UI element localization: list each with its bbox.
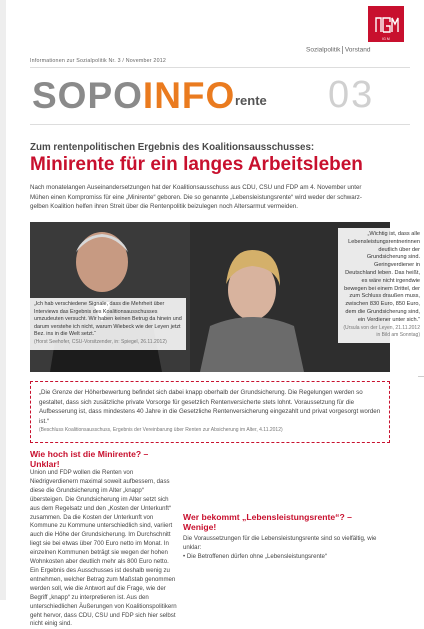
article-intro: Nach monatelangen Auseinandersetzungen hat der Koalitionsausschuss aus CDU, CSU und FDP am 4. November unter Mühen einen Kompromiss für eine „Minirente“ geboren. Die so genannte „Lebensleistungsrente“ wird weder der schwarz-gelben Koalition helfen ihren Streit über die Rentenpolitik beizulegen noch Altersarmut vermeiden. (30, 184, 362, 211)
column-left (30, 449, 178, 628)
header-rule-top (30, 67, 410, 68)
department-label: Sozialpolitik (306, 46, 341, 54)
margin-marker (418, 376, 424, 377)
photo-quote-left-text: „Ich hab verschiedene Signale, dass die Mehrheit über Interviews das Ergebnis des Koalitionsausschusses umzudeuten versucht. Wir haben keinen Betrug da hinein und darum verstehe ich nicht, warum Wiebeck wie der Leyen jetzt Bez. ins in die Welt setzt.“ (34, 301, 182, 338)
unit-label: Vorstand (344, 46, 371, 54)
igm-logo-icon (368, 6, 404, 42)
section2-heading: Wer bekommt „Lebensleistungsrente“? – Wenige! (183, 512, 352, 532)
section1-body: Union und FDP wollen die Renten von Niedrigverdienern maximal soweit aufbessern, dass diese die Grundsicherung im Alter „knapp“ übersteigen. Die Grundsicherung im Alter setzt sich aus dem Regelsatz und den „Kosten der Unterkunft“ zusammen. Da die Kosten der Unterkunft von Kommune zu Kommune unterschiedlich sind, variiert auch die Höhe der Grundsicherung. Im Durchschnitt liegt sie bei etwas über 700 Euro netto im Monat. In einzelnen Kommunen beträgt sie wegen der hohen Wohnkosten aber deutlich mehr als 800 Euro netto. Ein Ergebnis des Ausschusses ist deshalb wenig zu entnehmen, welcher Betrag zum Maßstab genommen werden soll, wie die Antwort auf die Frage, wie der Begriff „knapp“ zu interpretieren ist. Aus den unterschiedlichen Äußerungen von Koalitionspolitikern geht hervor, dass CDU, CSU und FDP sich hier selbst nicht einig sind. (30, 469, 177, 628)
photo-quote-left-source: (Horst Seehofer, CSU-Vorsitzender, in: Spiegel, 26.11.2012) (34, 338, 167, 345)
masthead-title-part2: INFO (142, 75, 236, 116)
masthead-title (32, 76, 235, 116)
article-headline: Minirente für ein langes Arbeitsleben (30, 154, 363, 175)
logo-subtitle (306, 46, 371, 55)
logo-lettering: IG M (382, 37, 390, 41)
header-rule-bottom (30, 124, 410, 125)
issue-number: 03 (328, 74, 375, 116)
section1-heading: Wie hoch ist die Minirente? – Unklar! (30, 449, 149, 469)
photo-quote-right-source: (Ursula von der Leyen, 21.11.2012 in Bild am Sonntag) (343, 324, 420, 339)
section2-bullet: • Die Betroffenen dürfen ohne „Lebensleistungsrente“ (183, 552, 327, 560)
photo-quote-left (30, 298, 186, 350)
info-line: Informationen zur Sozialpolitik Nr. 3 / November 2012 (30, 58, 167, 64)
callout-box (30, 381, 390, 443)
photo-quote-right-text: „Wichtig ist, dass alle Lebensleistungsrentnerinnen deutlich über der Grundsicherung sind. Geringverdiener in Deutschland leben. Das heißt, es wäre nicht irgendwie bewegen bei einem Drittel, der zum Schluss draußen muss, zwischen 830 Euro, 850 Euro, dem die Grundsicherung sind, ein Verdiener unter sich.“ (344, 231, 420, 323)
column-right (183, 452, 383, 562)
callout-text: „Die Grenze der Höherbewertung befindet sich dabei knapp oberhalb der Grundsicherung. Die Regelungen werden so gestaltet, dass sich zusätzliche private Vorsorge für gesetzlich Rentenversicherte stets lohnt. Voraussetzung für die Aufbesserung ist, dass mindestens 40 Jahre in die Gesetzliche Rentenversicherung eingezahlt und privat vorgesorgt worden ist.“ (39, 389, 381, 425)
callout-source: (Beschluss Koalitionsausschuss, Ergebnis der Vereinbarung über Renten zur Absicherung im Alter, 4.11.2012) (39, 427, 283, 434)
section2-body: Die Voraussetzungen für die Lebensleistungsrente sind so vielfältig, wie unklar: (183, 535, 377, 551)
article-kicker: Zum rentenpolitischen Ergebnis des Koalitionsausschusses: (30, 142, 315, 153)
section1-continued-space (183, 452, 383, 512)
page-margin-strip (0, 0, 6, 600)
photo-quote-right (338, 228, 424, 343)
logo-separator (342, 46, 343, 54)
section2-bullet-text: Die Betroffenen dürfen ohne „Lebensleistungsrente“ (186, 552, 327, 560)
masthead-subtitle: rente (235, 93, 267, 108)
masthead-title-part1: SOPO (32, 75, 143, 116)
